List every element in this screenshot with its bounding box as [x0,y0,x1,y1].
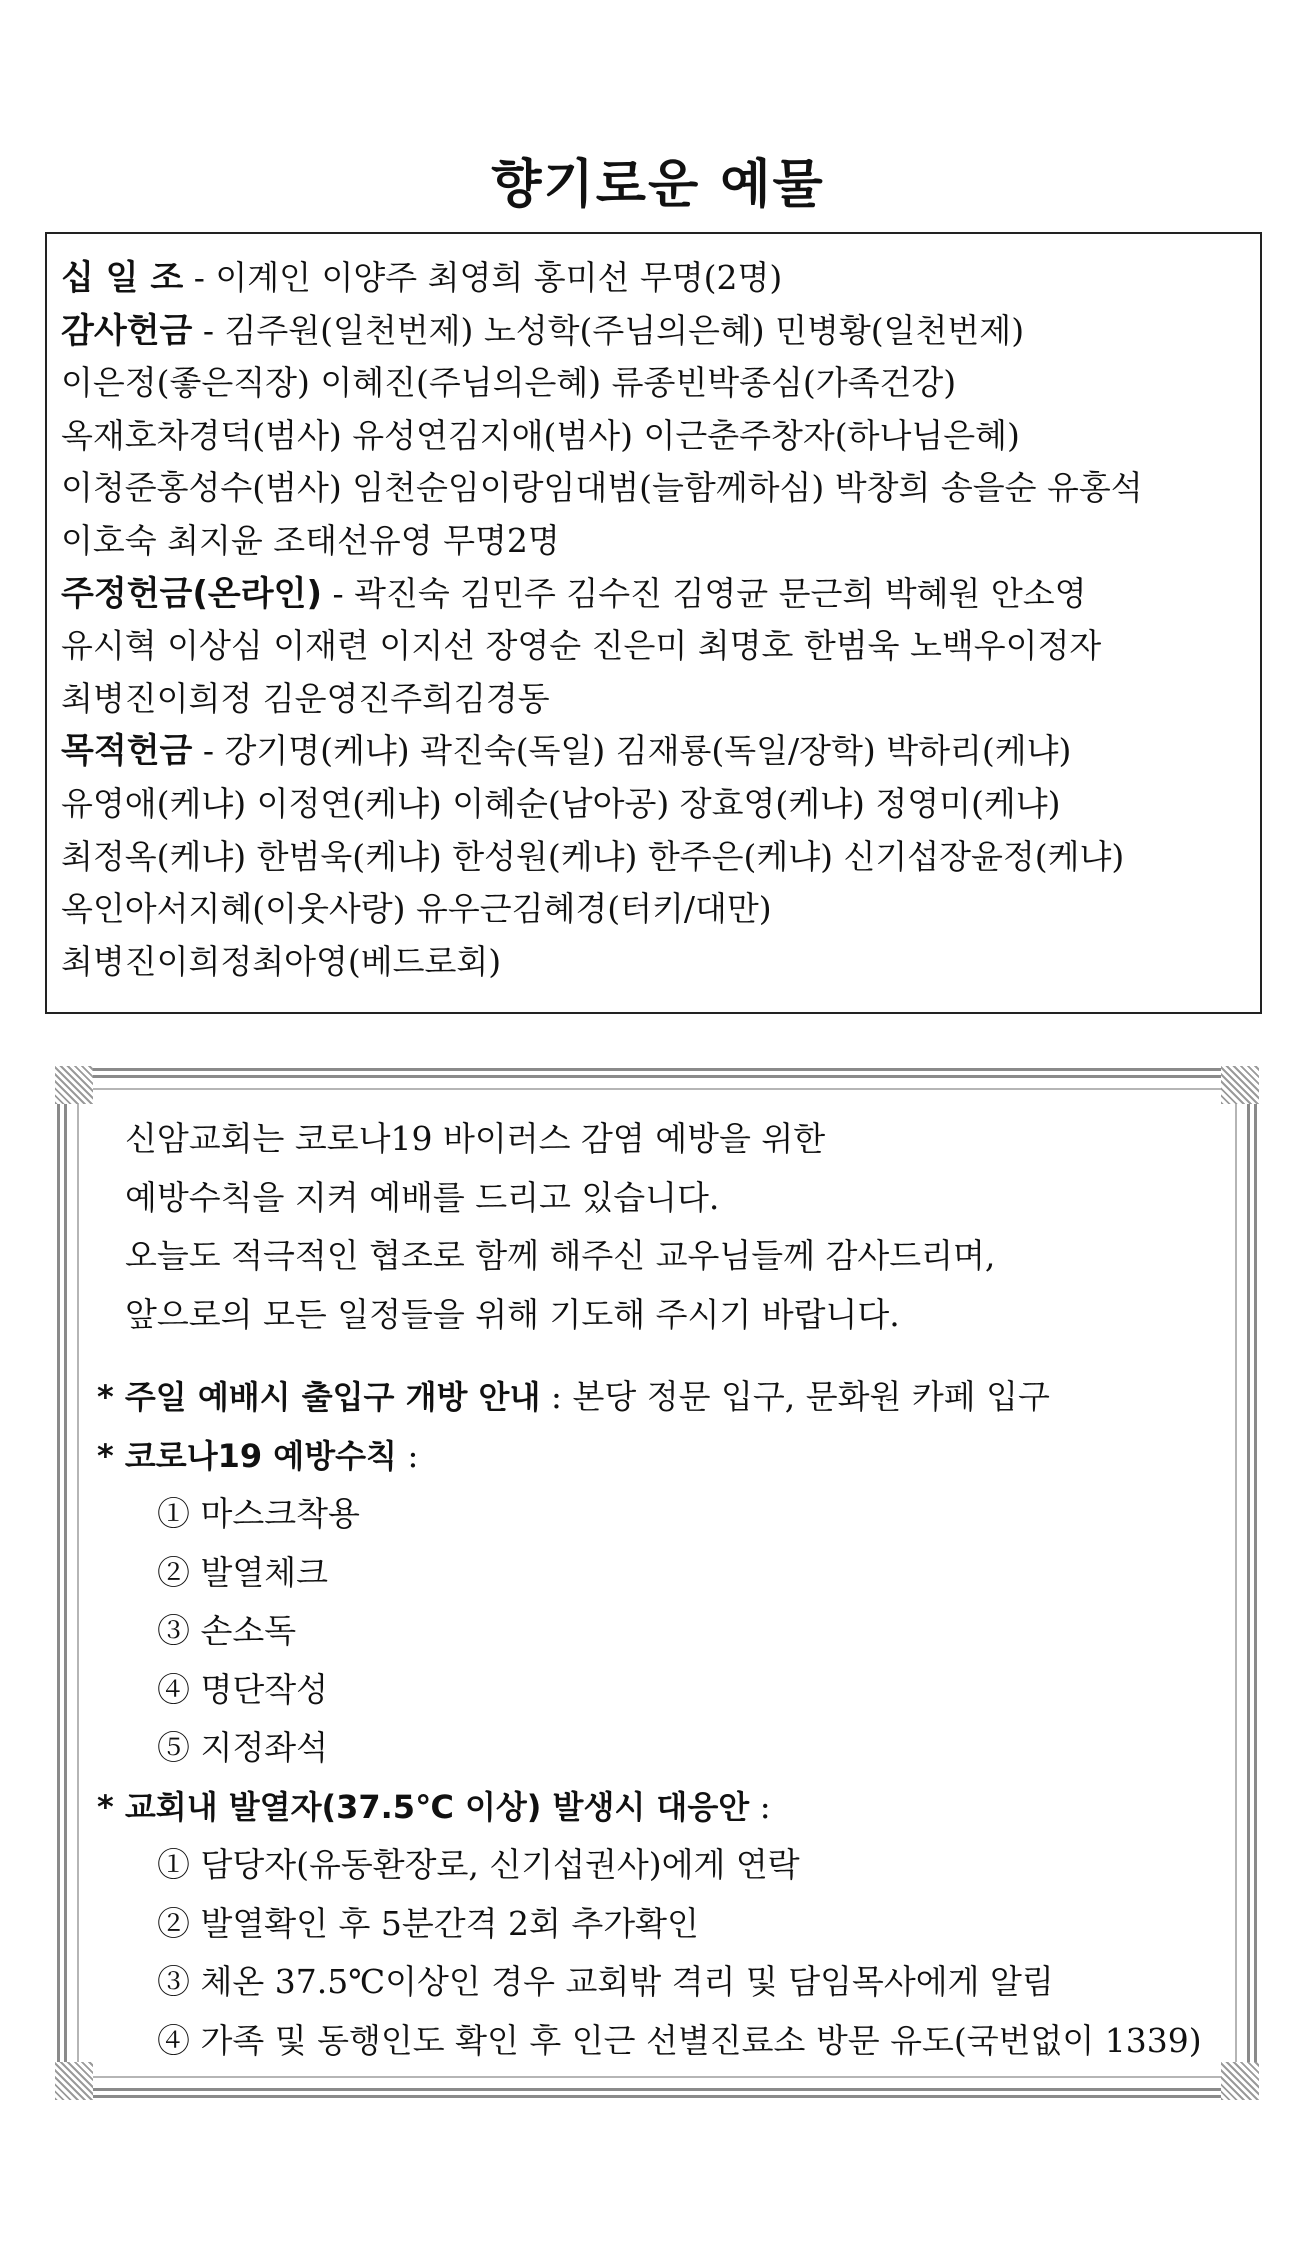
rule-item-1: ① 마스크착용 [157,1494,360,1533]
fever-step-3: ③ 체온 37.5℃이상인 경우 교회밖 격리 및 담임목사에게 알림 [157,1962,1054,2001]
purpose-line-4: 옥인아서지혜(이웃사랑) 유우근김혜경(터키/대만) [61,889,772,929]
tithe-line [61,252,1246,305]
purpose-line-1 [61,725,1246,778]
rules-heading [97,1427,1247,1486]
fever-step-1: ① 담당자(유동환장로, 신기섭권사)에게 연락 [157,1845,800,1884]
entrance-label: * 주일 예배시 출입구 개방 안내 [97,1378,541,1416]
fever-step-4: ④ 가족 및 동행인도 확인 후 인근 선별진료소 방문 유도(국번없이 1339) [157,2020,1202,2060]
fever-heading [97,1778,1247,1837]
rules-label: * 코로나19 예방수칙 [97,1436,397,1475]
notice-intro [125,1110,1245,1344]
entrance-value: : 본당 정문 입구, 문화원 카페 입구 [540,1377,1050,1416]
thanks-line-4: 이청준홍성수(범사) 임천순임이랑임대범(늘함께하심) 박창희 송을순 유홍석 [61,468,1143,508]
frame-corner-ornament [1221,1066,1259,1104]
thanks-line-5: 이호숙 최지윤 조태선유영 무명2명 [61,520,560,560]
notice-frame [57,1068,1257,2098]
weekly-line-2: 유시혁 이상심 이재련 이지선 장영순 진은미 최명호 한범욱 노백우이정자 [61,626,1102,666]
frame-corner-ornament [55,2062,93,2100]
rules-suffix: : [396,1435,419,1475]
thanks-label: 감사헌금 [61,310,193,351]
page-title: 향기로운 예물 [491,155,825,215]
fever-suffix: : [749,1786,771,1826]
purpose-line-2: 유영애(케냐) 이정연(케냐) 이혜순(남아공) 장효영(케냐) 정영미(케냐) [61,783,1061,823]
frame-corner-ornament [55,1066,93,1104]
purpose-label: 목적헌금 [61,731,193,772]
fever-label: * 교회내 발열자(37.5℃ 이상) 발생시 대응안 [97,1787,750,1826]
thanks-line-3: 옥재호차경덕(범사) 유성연김지애(범사) 이근춘주창자(하나님은혜) [61,415,1020,455]
intro-line-3: 오늘도 적극적인 협조로 함께 해주신 교우님들께 감사드리며, [125,1236,996,1275]
intro-line-2: 예방수칙을 지켜 예배를 드리고 있습니다. [125,1177,720,1217]
intro-line-4: 앞으로의 모든 일정들을 위해 기도해 주시기 바랍니다. [125,1294,900,1334]
rule-item-2: ② 발열체크 [157,1552,329,1592]
offering-list-box [45,232,1262,1014]
rule-item-3: ③ 손소독 [157,1611,297,1650]
tithe-names: - 이계인 이양주 최영희 홍미선 무명(2명) [183,258,783,297]
rule-item-4: ④ 명단작성 [157,1669,329,1709]
intro-line-1: 신암교회는 코로나19 바이러스 감염 예방을 위한 [125,1119,826,1158]
weekly-names-1: - 곽진숙 김민주 김수진 김영균 문근희 박혜원 안소영 [322,573,1087,613]
notice-guidelines [97,1368,1247,2070]
weekly-label: 주정헌금(온라인) [61,573,322,614]
weekly-line-3: 최병진이희정 김운영진주희김경동 [61,678,550,718]
fever-step-2: ② 발열확인 후 5분간격 2회 추가확인 [157,1903,699,1943]
purpose-names-1: - 강기명(케냐) 곽진숙(독일) 김재룡(독일/장학) 박하리(케냐) [192,731,1072,771]
purpose-line-5: 최병진이희정최아영(베드로회) [61,941,502,981]
entrance-line [97,1368,1247,1427]
purpose-line-3: 최정옥(케냐) 한범욱(케냐) 한성원(케냐) 한주은(케냐) 신기섭장윤정(케냐) [61,836,1125,876]
thanks-names-1: - 김주원(일천번제) 노성학(주님의은혜) 민병황(일천번제) [192,310,1025,350]
thanks-line-1 [61,305,1246,358]
rule-item-5: ⑤ 지정좌석 [157,1728,329,1767]
thanks-line-2: 이은정(좋은직장) 이혜진(주님의은혜) 류종빈박종심(가족건강) [61,363,957,403]
weekly-line-1 [61,568,1246,621]
tithe-label: 십 일 조 [61,258,184,298]
